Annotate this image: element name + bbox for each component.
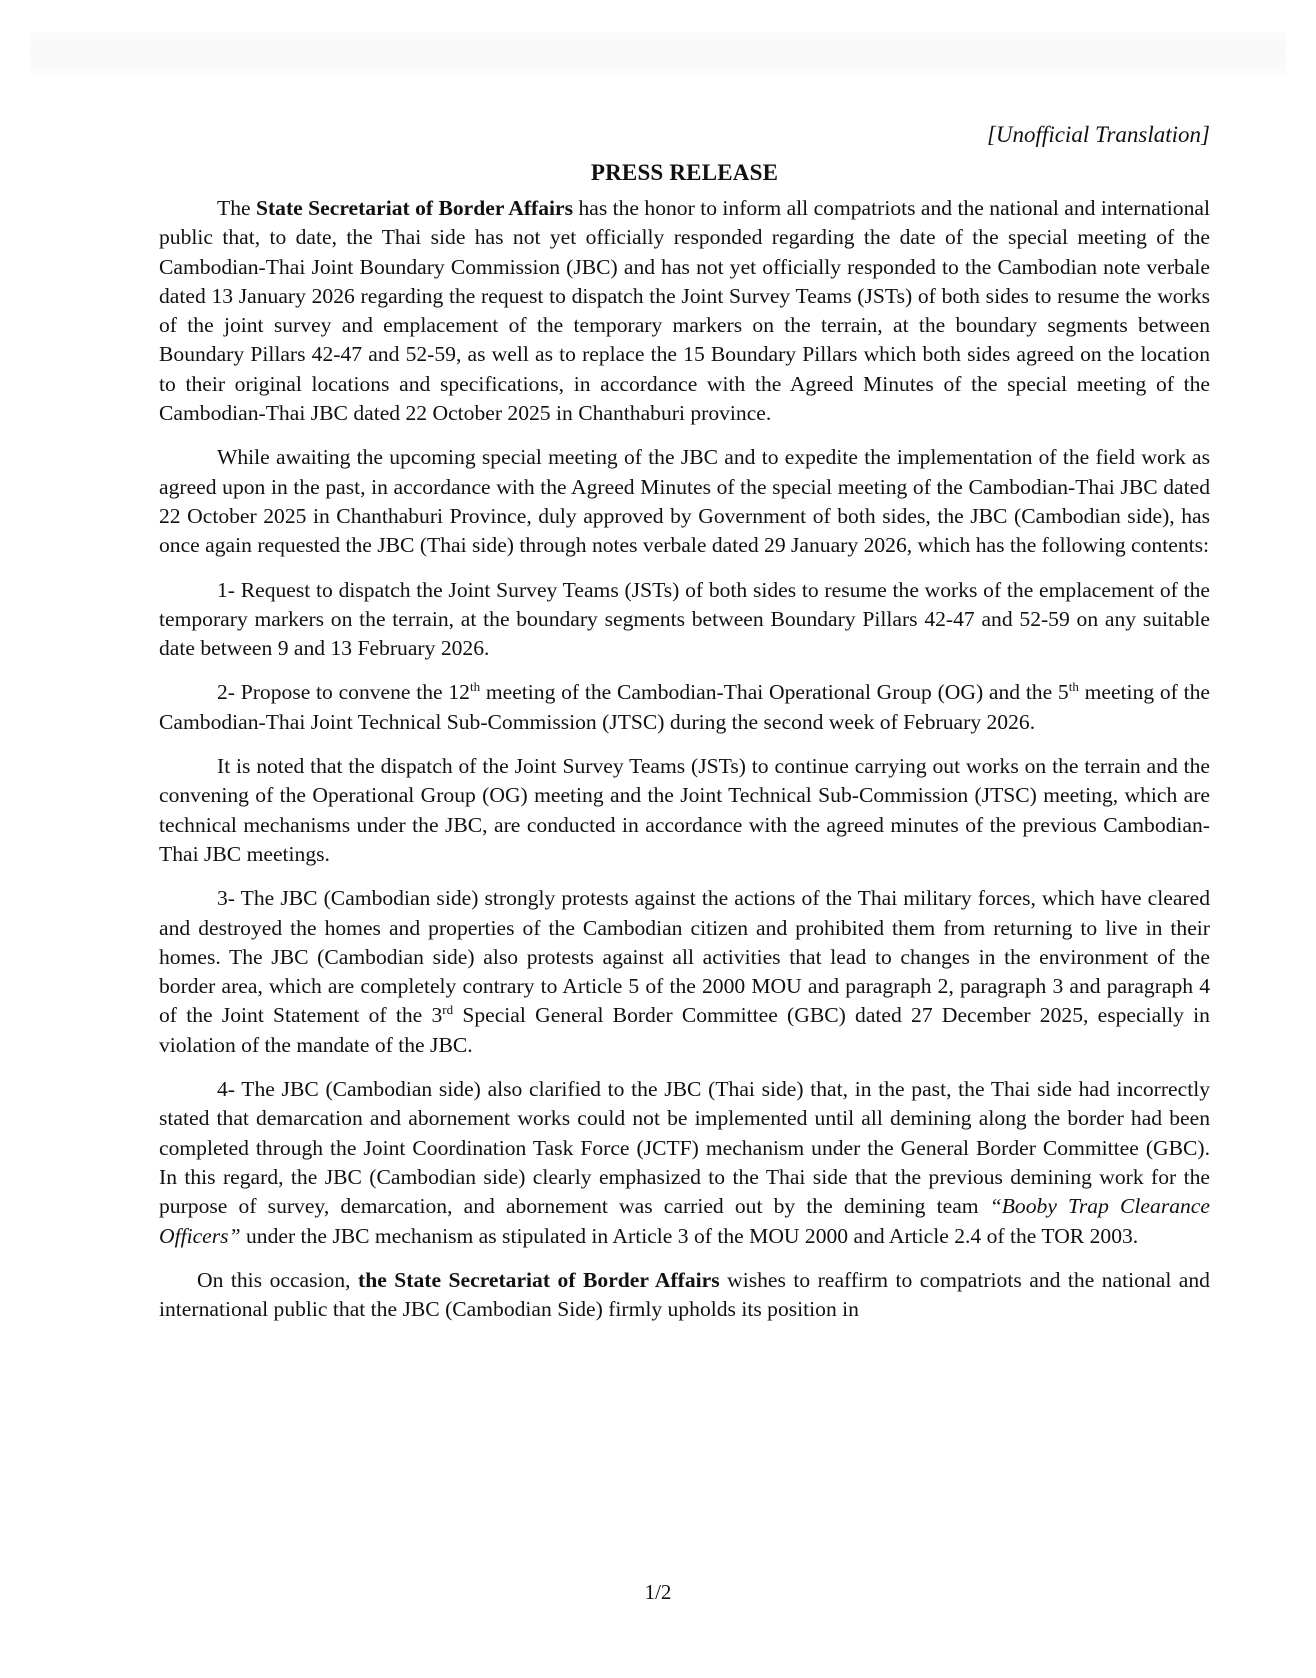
paragraph-item-2 xyxy=(159,678,1210,737)
paragraph-item-4 xyxy=(159,1075,1210,1251)
paragraph-intro xyxy=(159,194,1210,428)
item2-c: meeting of the Cambodian-Thai Joint Technical Sub-Commission (JTSC) during the second week of February 2026. xyxy=(159,680,1210,734)
item2-b: meeting of the Cambodian-Thai Operational Group (OG) and the 5 xyxy=(480,680,1069,705)
page-title: PRESS RELEASE xyxy=(590,160,779,185)
paragraph-item-1: 1- Request to dispatch the Joint Survey Teams (JSTs) of both sides to resume the works of the emplacement of the temporary markers on the terrain, at the boundary segments between Boundary Pillars 42-47 and 52-59 on any suitable date between 9 and 13 February 2026. xyxy=(159,577,1210,661)
closing-pre: On this occasion, xyxy=(197,1267,358,1292)
page-number: 1/2 xyxy=(644,1580,672,1604)
closing-org-name: the State Secretariat of Border Affairs xyxy=(358,1267,720,1292)
closing-body: wishes to reaffirm to compatriots and the national and international public that the JBC (Cambodian Side) firmly upholds its position in xyxy=(159,1267,1210,1322)
document-page xyxy=(159,120,1210,1339)
item2-sup2: th xyxy=(1068,679,1079,695)
item3-a: 3- The JBC (Cambodian side) strongly protests against the actions of the Thai military forces, which have cleared and destroyed the homes and properties of the Cambodian citizen and prohibited them from returning to live in their homes. The JBC (Cambodian side) also protests against all activities that lead to changes in the environment of the border area, which are completely contrary to Article 5 of the 2000 MOU and paragraph 2, paragraph 3 and paragraph 4 of the Joint Statement of the 3 xyxy=(159,886,1210,1028)
paragraph-item-3 xyxy=(159,884,1210,1060)
unofficial-translation-note: [Unofficial Translation] xyxy=(986,122,1210,147)
paragraph-closing xyxy=(159,1266,1210,1325)
intro-org-name: State Secretariat of Border Affairs xyxy=(255,196,574,220)
intro-body: has the honor to inform all compatriots and the national and international public that, to date, the Thai side has not yet officially responded regarding the date of the special meeting of the Cambodian-Thai Joint Boundary Commission (JBC) and has not yet officially responded to the Cambodian note verbale dated 13 January 2026 regarding the request to dispatch the Joint Survey Teams (JSTs) of both sides to resume the works of the joint survey and emplacement of the temporary markers on the terrain, at the boundary segments between Boundary Pillars 42-47 and 52-59, as well as to replace the 15 Boundary Pillars which both sides agreed on the location to their original locations and specifications, in accordance with the Agreed Minutes of the special meeting of the Cambodian-Thai JBC dated 22 October 2025 in Chanthaburi province. xyxy=(159,196,1210,426)
scan-artifact-band xyxy=(30,32,1286,74)
item4-team-name: “Booby Trap Clearance Officers” xyxy=(159,1194,1210,1248)
item2-a: 2- Propose to convene the 12 xyxy=(217,680,470,705)
paragraph-note: It is noted that the dispatch of the Joint Survey Teams (JSTs) to continue carrying out works on the terrain and the convening of the Operational Group (OG) meeting and the Joint Technical Sub-Commission (JTSC) meeting, which are technical mechanisms under the JBC, are conducted in accordance with the agreed minutes of the previous Cambodian-Thai JBC meetings. xyxy=(159,754,1210,866)
item3-sup: rd xyxy=(442,1002,454,1018)
item2-sup1: th xyxy=(469,679,481,695)
item4-a: 4- The JBC (Cambodian side) also clarified to the JBC (Thai side) that, in the past, the Thai side had incorrectly stated that demarcation and abornement works could not be implemented until all demining along the border had been completed through the Joint Coordination Task Force (JCTF) mechanism under the General Border Committee (GBC). In this regard, the JBC (Cambodian side) clearly emphasized to the Thai side that the previous demining work for the purpose of survey, demarcation, and abornement was carried out by the demining team xyxy=(159,1077,1210,1219)
paragraph-awaiting: While awaiting the upcoming special meeting of the JBC and to expedite the implementation of the field work as agreed upon in the past, in accordance with the Agreed Minutes of the special meeting of the Cambodian-Thai JBC dated 22 October 2025 in Chanthaburi Province, duly approved by Government of both sides, the JBC (Cambodian side), has once again requested the JBC (Thai side) through notes verbale dated 29 January 2026, which has the following contents: xyxy=(159,445,1210,558)
intro-pre: The xyxy=(217,196,256,220)
item4-b: under the JBC mechanism as stipulated in Article 3 of the MOU 2000 and Article 2.4 of the TOR 2003. xyxy=(240,1223,1139,1248)
item3-b: Special General Border Committee (GBC) dated 27 December 2025, especially in violation of the mandate of the JBC. xyxy=(159,1003,1210,1057)
